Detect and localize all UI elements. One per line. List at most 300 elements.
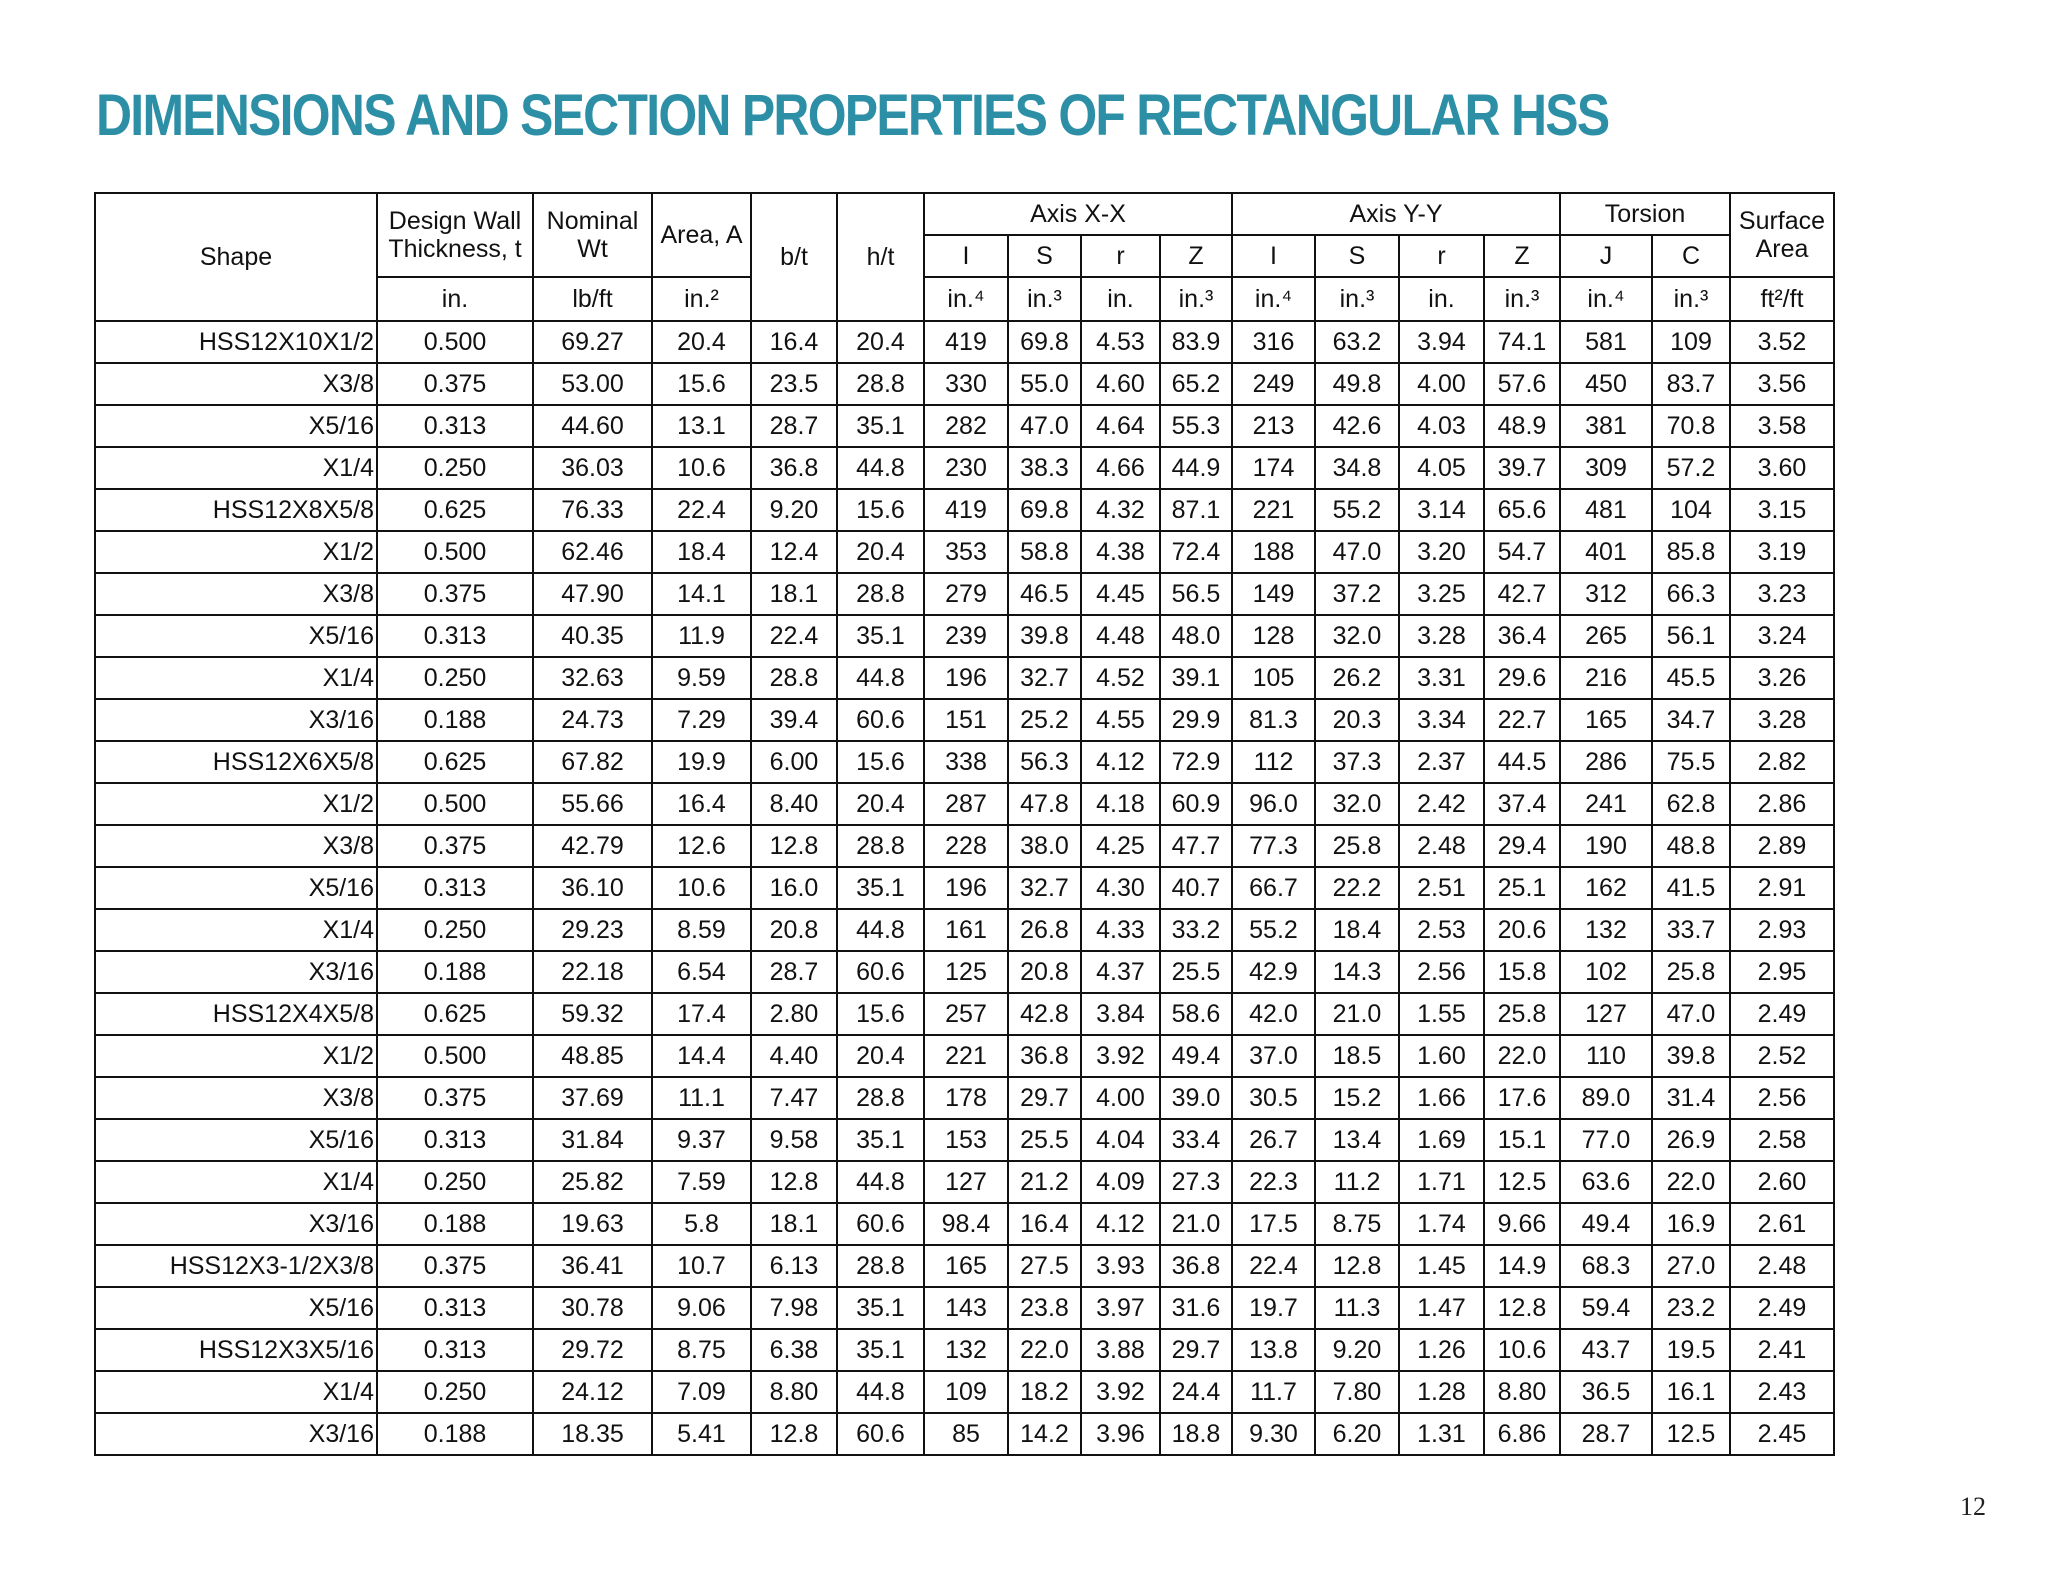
cell-torsion-j: 381 — [1560, 405, 1652, 447]
table-row — [95, 1371, 1834, 1413]
table-body — [95, 321, 1834, 1455]
cell-yy-s: 37.3 — [1315, 741, 1399, 783]
table-row — [95, 867, 1834, 909]
header-yy-r: r — [1399, 235, 1484, 277]
cell-yy-s: 20.3 — [1315, 699, 1399, 741]
cell-yy-i: 22.4 — [1232, 1245, 1315, 1287]
cell-xx-r: 4.48 — [1081, 615, 1160, 657]
cell-thickness: 0.188 — [377, 699, 533, 741]
cell-xx-z: 39.1 — [1160, 657, 1232, 699]
cell-yy-r: 1.55 — [1399, 993, 1484, 1035]
cell-torsion-c: 104 — [1652, 489, 1730, 531]
cell-xx-r: 3.84 — [1081, 993, 1160, 1035]
cell-shape: X3/8 — [95, 573, 377, 615]
table-row — [95, 1035, 1834, 1077]
cell-bt: 28.7 — [751, 951, 837, 993]
hss-properties-table-container — [94, 192, 1835, 1456]
cell-torsion-j: 102 — [1560, 951, 1652, 993]
cell-yy-i: 13.8 — [1232, 1329, 1315, 1371]
cell-shape: X1/2 — [95, 531, 377, 573]
header-yy-s: S — [1315, 235, 1399, 277]
cell-thickness: 0.250 — [377, 447, 533, 489]
cell-torsion-j: 36.5 — [1560, 1371, 1652, 1413]
header-shape: Shape — [95, 193, 377, 321]
unit-yy-i: in.⁴ — [1232, 277, 1315, 321]
cell-xx-z: 39.0 — [1160, 1077, 1232, 1119]
cell-surface-area: 2.93 — [1730, 909, 1834, 951]
header-surface-area: Surface Area — [1730, 193, 1834, 277]
cell-xx-r: 4.45 — [1081, 573, 1160, 615]
cell-ht: 60.6 — [837, 1413, 924, 1455]
cell-xx-r: 4.09 — [1081, 1161, 1160, 1203]
cell-bt: 36.8 — [751, 447, 837, 489]
cell-yy-z: 15.1 — [1484, 1119, 1560, 1161]
cell-thickness: 0.313 — [377, 405, 533, 447]
cell-xx-z: 72.4 — [1160, 531, 1232, 573]
cell-surface-area: 3.26 — [1730, 657, 1834, 699]
cell-yy-i: 128 — [1232, 615, 1315, 657]
cell-yy-s: 9.20 — [1315, 1329, 1399, 1371]
cell-surface-area: 2.56 — [1730, 1077, 1834, 1119]
cell-yy-i: 249 — [1232, 363, 1315, 405]
cell-weight: 37.69 — [533, 1077, 652, 1119]
cell-area: 9.06 — [652, 1287, 751, 1329]
cell-xx-i: 161 — [924, 909, 1008, 951]
cell-torsion-c: 66.3 — [1652, 573, 1730, 615]
cell-torsion-c: 16.9 — [1652, 1203, 1730, 1245]
cell-weight: 36.03 — [533, 447, 652, 489]
cell-bt: 18.1 — [751, 1203, 837, 1245]
table-row — [95, 951, 1834, 993]
cell-thickness: 0.250 — [377, 657, 533, 699]
table-row — [95, 993, 1834, 1035]
cell-bt: 8.40 — [751, 783, 837, 825]
cell-torsion-c: 62.8 — [1652, 783, 1730, 825]
cell-yy-s: 6.20 — [1315, 1413, 1399, 1455]
unit-weight: lb/ft — [533, 277, 652, 321]
header-yy-z: Z — [1484, 235, 1560, 277]
cell-xx-z: 33.2 — [1160, 909, 1232, 951]
cell-weight: 19.63 — [533, 1203, 652, 1245]
cell-ht: 35.1 — [837, 615, 924, 657]
cell-xx-z: 36.8 — [1160, 1245, 1232, 1287]
cell-area: 18.4 — [652, 531, 751, 573]
cell-bt: 9.20 — [751, 489, 837, 531]
cell-surface-area: 3.23 — [1730, 573, 1834, 615]
cell-shape: HSS12X6X5/8 — [95, 741, 377, 783]
cell-xx-r: 4.25 — [1081, 825, 1160, 867]
cell-shape: X1/4 — [95, 1371, 377, 1413]
cell-weight: 36.10 — [533, 867, 652, 909]
cell-yy-z: 12.8 — [1484, 1287, 1560, 1329]
table-row — [95, 321, 1834, 363]
cell-yy-i: 221 — [1232, 489, 1315, 531]
cell-area: 19.9 — [652, 741, 751, 783]
cell-yy-i: 213 — [1232, 405, 1315, 447]
cell-xx-s: 32.7 — [1008, 867, 1081, 909]
cell-thickness: 0.313 — [377, 1287, 533, 1329]
cell-yy-i: 30.5 — [1232, 1077, 1315, 1119]
cell-xx-r: 4.60 — [1081, 363, 1160, 405]
cell-yy-s: 15.2 — [1315, 1077, 1399, 1119]
header-ht: h/t — [837, 193, 924, 321]
cell-yy-z: 25.1 — [1484, 867, 1560, 909]
cell-weight: 24.12 — [533, 1371, 652, 1413]
cell-xx-z: 25.5 — [1160, 951, 1232, 993]
cell-ht: 28.8 — [837, 825, 924, 867]
cell-bt: 16.4 — [751, 321, 837, 363]
cell-xx-i: 228 — [924, 825, 1008, 867]
header-xx-s: S — [1008, 235, 1081, 277]
cell-torsion-c: 57.2 — [1652, 447, 1730, 489]
cell-xx-i: 196 — [924, 657, 1008, 699]
cell-xx-s: 29.7 — [1008, 1077, 1081, 1119]
cell-yy-r: 1.69 — [1399, 1119, 1484, 1161]
cell-yy-r: 3.25 — [1399, 573, 1484, 615]
cell-thickness: 0.250 — [377, 909, 533, 951]
unit-xx-z: in.³ — [1160, 277, 1232, 321]
cell-torsion-c: 31.4 — [1652, 1077, 1730, 1119]
cell-yy-s: 49.8 — [1315, 363, 1399, 405]
cell-yy-z: 22.0 — [1484, 1035, 1560, 1077]
cell-xx-s: 25.5 — [1008, 1119, 1081, 1161]
cell-yy-z: 36.4 — [1484, 615, 1560, 657]
cell-yy-i: 174 — [1232, 447, 1315, 489]
cell-yy-i: 105 — [1232, 657, 1315, 699]
cell-xx-s: 25.2 — [1008, 699, 1081, 741]
cell-area: 10.7 — [652, 1245, 751, 1287]
cell-torsion-c: 47.0 — [1652, 993, 1730, 1035]
cell-ht: 35.1 — [837, 405, 924, 447]
cell-yy-i: 188 — [1232, 531, 1315, 573]
cell-area: 14.1 — [652, 573, 751, 615]
cell-weight: 30.78 — [533, 1287, 652, 1329]
cell-xx-r: 4.55 — [1081, 699, 1160, 741]
cell-torsion-c: 19.5 — [1652, 1329, 1730, 1371]
header-xx-i: I — [924, 235, 1008, 277]
cell-torsion-c: 41.5 — [1652, 867, 1730, 909]
cell-bt: 22.4 — [751, 615, 837, 657]
cell-bt: 23.5 — [751, 363, 837, 405]
cell-xx-z: 65.2 — [1160, 363, 1232, 405]
unit-xx-s: in.³ — [1008, 277, 1081, 321]
cell-thickness: 0.188 — [377, 1413, 533, 1455]
table-header — [95, 193, 1834, 321]
cell-xx-r: 4.64 — [1081, 405, 1160, 447]
cell-area: 5.8 — [652, 1203, 751, 1245]
cell-bt: 7.98 — [751, 1287, 837, 1329]
table-row — [95, 1203, 1834, 1245]
cell-yy-z: 42.7 — [1484, 573, 1560, 615]
cell-shape: HSS12X8X5/8 — [95, 489, 377, 531]
cell-yy-s: 7.80 — [1315, 1371, 1399, 1413]
cell-xx-r: 3.93 — [1081, 1245, 1160, 1287]
cell-torsion-j: 28.7 — [1560, 1413, 1652, 1455]
cell-ht: 35.1 — [837, 867, 924, 909]
cell-torsion-j: 110 — [1560, 1035, 1652, 1077]
cell-yy-s: 8.75 — [1315, 1203, 1399, 1245]
cell-bt: 7.47 — [751, 1077, 837, 1119]
cell-bt: 2.80 — [751, 993, 837, 1035]
cell-yy-r: 3.28 — [1399, 615, 1484, 657]
cell-xx-s: 22.0 — [1008, 1329, 1081, 1371]
cell-xx-s: 42.8 — [1008, 993, 1081, 1035]
cell-xx-z: 21.0 — [1160, 1203, 1232, 1245]
cell-surface-area: 2.41 — [1730, 1329, 1834, 1371]
cell-area: 7.29 — [652, 699, 751, 741]
cell-yy-r: 2.56 — [1399, 951, 1484, 993]
cell-xx-s: 23.8 — [1008, 1287, 1081, 1329]
cell-thickness: 0.625 — [377, 741, 533, 783]
cell-xx-i: 287 — [924, 783, 1008, 825]
cell-torsion-j: 450 — [1560, 363, 1652, 405]
cell-yy-i: 316 — [1232, 321, 1315, 363]
table-row — [95, 657, 1834, 699]
cell-surface-area: 3.28 — [1730, 699, 1834, 741]
cell-bt: 4.40 — [751, 1035, 837, 1077]
cell-area: 8.75 — [652, 1329, 751, 1371]
cell-surface-area: 3.58 — [1730, 405, 1834, 447]
cell-bt: 18.1 — [751, 573, 837, 615]
cell-weight: 62.46 — [533, 531, 652, 573]
cell-yy-i: 37.0 — [1232, 1035, 1315, 1077]
cell-ht: 20.4 — [837, 783, 924, 825]
cell-weight: 59.32 — [533, 993, 652, 1035]
cell-yy-i: 42.9 — [1232, 951, 1315, 993]
cell-yy-i: 81.3 — [1232, 699, 1315, 741]
cell-shape: HSS12X3X5/16 — [95, 1329, 377, 1371]
cell-bt: 8.80 — [751, 1371, 837, 1413]
header-bt: b/t — [751, 193, 837, 321]
cell-thickness: 0.500 — [377, 321, 533, 363]
cell-torsion-c: 85.8 — [1652, 531, 1730, 573]
cell-yy-r: 2.51 — [1399, 867, 1484, 909]
cell-weight: 29.23 — [533, 909, 652, 951]
cell-yy-i: 66.7 — [1232, 867, 1315, 909]
page-title: DIMENSIONS AND SECTION PROPERTIES OF RECTANGULAR HSS — [96, 83, 1609, 148]
cell-xx-z: 48.0 — [1160, 615, 1232, 657]
cell-surface-area: 3.60 — [1730, 447, 1834, 489]
cell-surface-area: 3.24 — [1730, 615, 1834, 657]
cell-thickness: 0.375 — [377, 1077, 533, 1119]
cell-yy-i: 55.2 — [1232, 909, 1315, 951]
cell-yy-r: 3.14 — [1399, 489, 1484, 531]
cell-shape: X3/16 — [95, 1203, 377, 1245]
cell-shape: HSS12X4X5/8 — [95, 993, 377, 1035]
cell-xx-i: 143 — [924, 1287, 1008, 1329]
cell-weight: 40.35 — [533, 615, 652, 657]
cell-yy-s: 25.8 — [1315, 825, 1399, 867]
header-torsion-j: J — [1560, 235, 1652, 277]
cell-weight: 76.33 — [533, 489, 652, 531]
cell-torsion-j: 241 — [1560, 783, 1652, 825]
cell-xx-i: 127 — [924, 1161, 1008, 1203]
cell-xx-i: 109 — [924, 1371, 1008, 1413]
cell-torsion-j: 162 — [1560, 867, 1652, 909]
cell-xx-r: 3.96 — [1081, 1413, 1160, 1455]
cell-thickness: 0.500 — [377, 783, 533, 825]
cell-shape: X1/4 — [95, 447, 377, 489]
cell-surface-area: 2.43 — [1730, 1371, 1834, 1413]
cell-xx-s: 47.8 — [1008, 783, 1081, 825]
cell-ht: 15.6 — [837, 489, 924, 531]
cell-yy-i: 77.3 — [1232, 825, 1315, 867]
cell-yy-r: 2.53 — [1399, 909, 1484, 951]
cell-shape: X3/16 — [95, 699, 377, 741]
cell-torsion-j: 127 — [1560, 993, 1652, 1035]
cell-torsion-c: 56.1 — [1652, 615, 1730, 657]
cell-xx-s: 26.8 — [1008, 909, 1081, 951]
cell-area: 11.9 — [652, 615, 751, 657]
cell-yy-z: 14.9 — [1484, 1245, 1560, 1287]
cell-torsion-j: 286 — [1560, 741, 1652, 783]
cell-area: 17.4 — [652, 993, 751, 1035]
cell-torsion-j: 401 — [1560, 531, 1652, 573]
cell-weight: 69.27 — [533, 321, 652, 363]
cell-yy-z: 20.6 — [1484, 909, 1560, 951]
table-row — [95, 1245, 1834, 1287]
cell-ht: 44.8 — [837, 447, 924, 489]
table-row — [95, 825, 1834, 867]
cell-surface-area: 2.45 — [1730, 1413, 1834, 1455]
unit-xx-r: in. — [1081, 277, 1160, 321]
cell-ht: 60.6 — [837, 951, 924, 993]
cell-ht: 60.6 — [837, 699, 924, 741]
cell-xx-z: 31.6 — [1160, 1287, 1232, 1329]
cell-xx-z: 29.7 — [1160, 1329, 1232, 1371]
cell-yy-r: 2.42 — [1399, 783, 1484, 825]
cell-surface-area: 2.95 — [1730, 951, 1834, 993]
cell-thickness: 0.250 — [377, 1371, 533, 1413]
cell-yy-z: 8.80 — [1484, 1371, 1560, 1413]
cell-shape: X5/16 — [95, 405, 377, 447]
cell-yy-s: 32.0 — [1315, 615, 1399, 657]
cell-weight: 42.79 — [533, 825, 652, 867]
cell-weight: 53.00 — [533, 363, 652, 405]
cell-ht: 44.8 — [837, 657, 924, 699]
cell-yy-s: 22.2 — [1315, 867, 1399, 909]
cell-area: 9.59 — [652, 657, 751, 699]
cell-bt: 28.7 — [751, 405, 837, 447]
cell-shape: X3/8 — [95, 1077, 377, 1119]
table-row — [95, 615, 1834, 657]
cell-xx-r: 4.66 — [1081, 447, 1160, 489]
unit-area: in.² — [652, 277, 751, 321]
cell-torsion-j: 309 — [1560, 447, 1652, 489]
cell-yy-s: 26.2 — [1315, 657, 1399, 699]
cell-thickness: 0.375 — [377, 573, 533, 615]
cell-bt: 6.00 — [751, 741, 837, 783]
cell-xx-z: 87.1 — [1160, 489, 1232, 531]
cell-yy-s: 14.3 — [1315, 951, 1399, 993]
cell-ht: 20.4 — [837, 321, 924, 363]
cell-ht: 35.1 — [837, 1329, 924, 1371]
cell-surface-area: 3.19 — [1730, 531, 1834, 573]
cell-xx-i: 279 — [924, 573, 1008, 615]
cell-xx-s: 58.8 — [1008, 531, 1081, 573]
cell-area: 8.59 — [652, 909, 751, 951]
cell-area: 11.1 — [652, 1077, 751, 1119]
cell-xx-r: 4.38 — [1081, 531, 1160, 573]
cell-xx-s: 38.0 — [1008, 825, 1081, 867]
header-torsion: Torsion — [1560, 193, 1730, 235]
cell-xx-s: 16.4 — [1008, 1203, 1081, 1245]
cell-shape: X3/16 — [95, 951, 377, 993]
cell-xx-z: 55.3 — [1160, 405, 1232, 447]
cell-yy-z: 37.4 — [1484, 783, 1560, 825]
cell-xx-r: 4.53 — [1081, 321, 1160, 363]
cell-yy-z: 22.7 — [1484, 699, 1560, 741]
cell-xx-z: 56.5 — [1160, 573, 1232, 615]
cell-xx-i: 221 — [924, 1035, 1008, 1077]
cell-xx-i: 153 — [924, 1119, 1008, 1161]
cell-yy-z: 17.6 — [1484, 1077, 1560, 1119]
cell-surface-area: 3.15 — [1730, 489, 1834, 531]
cell-xx-z: 24.4 — [1160, 1371, 1232, 1413]
cell-shape: X1/4 — [95, 1161, 377, 1203]
cell-yy-z: 74.1 — [1484, 321, 1560, 363]
cell-torsion-j: 265 — [1560, 615, 1652, 657]
table-row — [95, 573, 1834, 615]
table-row — [95, 405, 1834, 447]
cell-weight: 24.73 — [533, 699, 652, 741]
cell-torsion-c: 75.5 — [1652, 741, 1730, 783]
cell-surface-area: 2.48 — [1730, 1245, 1834, 1287]
header-area: Area, A — [652, 193, 751, 277]
cell-area: 15.6 — [652, 363, 751, 405]
cell-yy-r: 1.31 — [1399, 1413, 1484, 1455]
cell-weight: 47.90 — [533, 573, 652, 615]
cell-xx-s: 38.3 — [1008, 447, 1081, 489]
cell-weight: 29.72 — [533, 1329, 652, 1371]
header-torsion-c: C — [1652, 235, 1730, 277]
cell-torsion-j: 63.6 — [1560, 1161, 1652, 1203]
cell-torsion-c: 70.8 — [1652, 405, 1730, 447]
table-row — [95, 489, 1834, 531]
table-row — [95, 1077, 1834, 1119]
cell-yy-r: 2.48 — [1399, 825, 1484, 867]
cell-yy-i: 149 — [1232, 573, 1315, 615]
cell-xx-s: 14.2 — [1008, 1413, 1081, 1455]
cell-weight: 18.35 — [533, 1413, 652, 1455]
cell-yy-s: 13.4 — [1315, 1119, 1399, 1161]
cell-xx-z: 29.9 — [1160, 699, 1232, 741]
unit-xx-i: in.⁴ — [924, 277, 1008, 321]
cell-surface-area: 3.52 — [1730, 321, 1834, 363]
cell-xx-i: 419 — [924, 321, 1008, 363]
cell-yy-i: 42.0 — [1232, 993, 1315, 1035]
cell-yy-r: 3.34 — [1399, 699, 1484, 741]
cell-torsion-c: 12.5 — [1652, 1413, 1730, 1455]
cell-yy-z: 10.6 — [1484, 1329, 1560, 1371]
cell-torsion-j: 165 — [1560, 699, 1652, 741]
cell-yy-r: 4.00 — [1399, 363, 1484, 405]
cell-yy-z: 6.86 — [1484, 1413, 1560, 1455]
unit-torsion-c: in.³ — [1652, 277, 1730, 321]
cell-yy-s: 42.6 — [1315, 405, 1399, 447]
cell-surface-area: 3.56 — [1730, 363, 1834, 405]
cell-xx-i: 132 — [924, 1329, 1008, 1371]
cell-yy-i: 112 — [1232, 741, 1315, 783]
cell-xx-s: 27.5 — [1008, 1245, 1081, 1287]
cell-yy-r: 1.28 — [1399, 1371, 1484, 1413]
unit-yy-r: in. — [1399, 277, 1484, 321]
cell-ht: 15.6 — [837, 741, 924, 783]
cell-ht: 15.6 — [837, 993, 924, 1035]
cell-yy-s: 11.2 — [1315, 1161, 1399, 1203]
cell-weight: 31.84 — [533, 1119, 652, 1161]
cell-xx-i: 239 — [924, 615, 1008, 657]
